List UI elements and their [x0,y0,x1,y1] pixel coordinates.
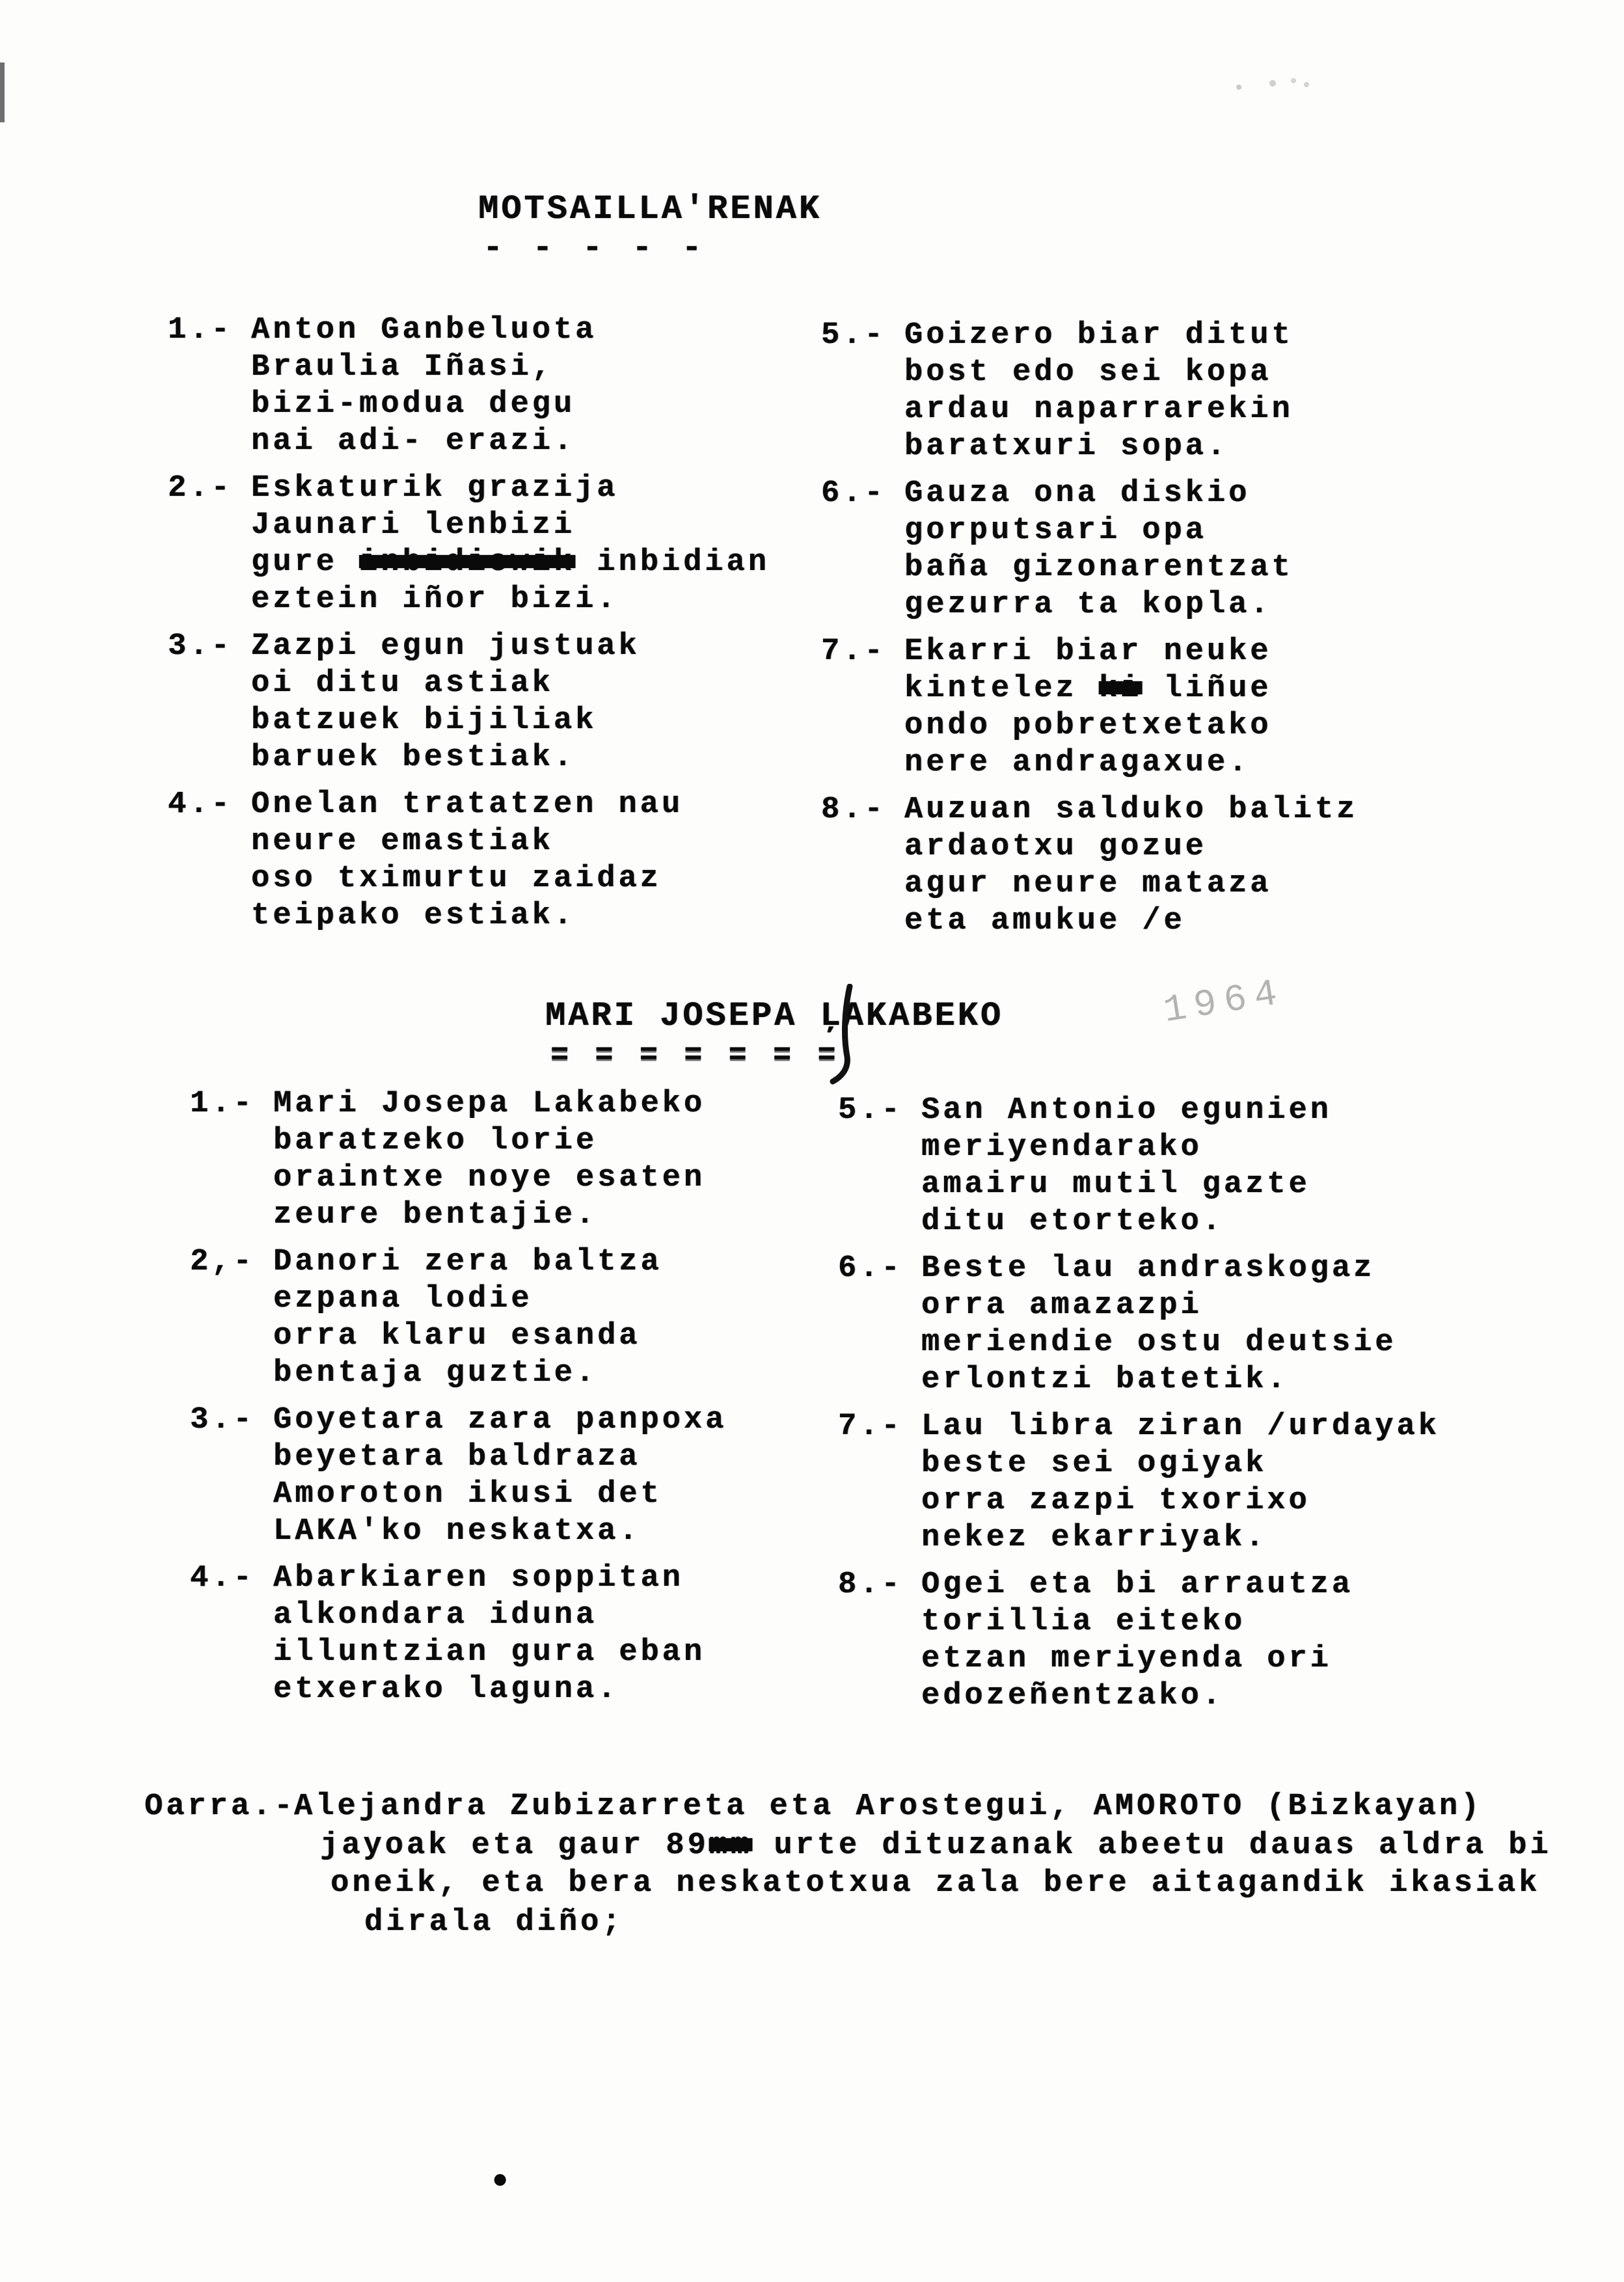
stanza-number: 2.- [168,471,233,506]
section1-right-column [821,317,1358,949]
stanza-line: Abarkiaren soppitan [273,1561,684,1596]
stanza-line: ezpana lodie [273,1282,533,1316]
stanza-lines [921,1566,1353,1715]
footer-note-line-with-strikeout [320,1827,1552,1864]
stanza-lines [273,1243,662,1392]
stanza-line: oraintxe noye esaten [273,1161,706,1195]
stanza-number: 4.- [190,1561,255,1596]
stanza-number: 1.- [168,313,233,347]
stanza-line: torillia eiteko [921,1605,1246,1639]
stanza-line: baratzeko lorie [273,1124,598,1158]
stanza-1 [190,1085,727,1234]
stanza-line: ardau naparrarekin [904,392,1293,427]
stanza-line: oso tximurtu zaidaz [251,862,662,896]
stanza-line: San Antonio egunien [921,1093,1332,1128]
stanza-line: Onelan tratatzen nau [251,787,684,822]
stanza-number: 8.- [838,1568,903,1602]
stanza-lines [921,1250,1397,1398]
stanza-8 [821,791,1358,940]
section1-left-column [168,312,770,944]
stanza-line: etzan meriyenda ori [921,1642,1332,1676]
stanza-line: nere andragaxue. [904,746,1251,780]
stanza-line-with-strikeout [251,544,770,581]
stanza-2 [168,470,770,618]
stanza-line: neure emastiak [251,824,554,859]
stanza-line: teipako estiak. [251,899,576,933]
stanza-7 [838,1408,1440,1556]
stanza-lines [904,791,1358,940]
stanza-number: 7.- [838,1409,903,1444]
stanza-line: orra klaru esanda [273,1319,641,1353]
section2-title: MARI JOSEPA ĻAKABEKO [545,997,1004,1035]
stanza-line: edozeñentzako. [921,1679,1224,1713]
line-segment: urte dituzanak abeetu dauas aldra bi [752,1828,1552,1863]
stanza-line: gezurra ta kopla. [904,588,1272,622]
stanza-lines [251,470,770,618]
stanza-lines [273,1560,705,1708]
stanza-line: beyetara baldraza [273,1440,641,1474]
stanza-line: beste sei ogiyak [921,1447,1267,1481]
stanza-line: Auzuan salduko balitz [904,793,1359,827]
stanza-line: Jaunari lenbizi [251,508,576,543]
section1-title-underline: - - - - - [483,229,707,267]
line-segment: gure [251,545,360,580]
stanza-line: gorputsari opa [904,513,1207,548]
footer-note-line: oneik, eta bera neskatotxua zala bere aitagandik ikasiak [331,1866,1541,1901]
stanza-line-with-strikeout [904,670,1272,707]
stanza-line: ditu etorteko. [921,1204,1224,1239]
footer-note-line: dirala diño; [364,1905,624,1940]
stanza-5 [821,317,1358,465]
crossed-out-word: inbidiewik [359,545,576,580]
stanza-line: Goizero biar ditut [904,318,1293,353]
stanza-number: 6.- [821,476,886,511]
stanza-line: Goyetara zara panpoxa [273,1403,727,1437]
stanza-line: oi ditu astiak [251,666,554,701]
stanza-number: 4.- [168,787,233,822]
crossed-out-text: mm [709,1828,753,1863]
section2-left-column [190,1085,727,1718]
stanza-number: 8.- [821,793,886,827]
stanza-line: illuntzian gura eban [273,1635,706,1670]
stanza-number: 7.- [821,634,886,669]
line-segment: inbidian [575,545,770,580]
stanza-line: bost edo sei kopa [904,355,1272,390]
footer-note-line: Alejandra Zubizarreta eta Arostegui, AMOROTO (Bizkayan) [294,1789,1483,1824]
section2-right-column [838,1092,1440,1724]
stanza-line: zeure bentajie. [273,1198,598,1232]
stanza-8 [838,1566,1440,1715]
stanza-line: meriendie ostu deutsie [921,1325,1397,1360]
scan-artifact-edge-mark [0,62,5,122]
stanza-7 [821,633,1358,781]
stanza-lines [921,1408,1440,1556]
stanza-lines [904,475,1293,623]
stanza-line: ondo pobretxetako [904,709,1272,743]
stanza-line: batzuek bijiliak [251,703,597,738]
line-segment: liñue [1142,672,1272,706]
stanza-line: alkondara iduna [273,1598,598,1633]
stanza-lines [904,317,1293,465]
stanza-line: meriyendarako [921,1130,1202,1165]
stanza-line: bizi-modua degu [251,387,576,422]
page-bottom-bullet: ● [492,2165,509,2196]
stanza-lines [904,633,1272,781]
stanza-line: etxerako laguna. [273,1672,619,1707]
stanza-line: baratxuri sopa. [904,429,1229,464]
stanza-line: baña gizonarentzat [904,550,1293,585]
stanza-line: Zazpi egun justuak [251,629,640,664]
footer-note-label: Oarra.- [144,1789,296,1824]
stanza-line: orra zazpi txorixo [921,1484,1310,1518]
crossed-out-word: ki [1098,672,1143,706]
stanza-number: 3.- [168,629,233,664]
stanza-line: nai adi- erazi. [251,424,576,459]
stanza-number: 6.- [838,1251,903,1286]
stanza-number: 5.- [838,1093,903,1128]
stanza-4 [190,1560,727,1708]
stanza-3 [168,628,770,776]
stanza-lines [273,1402,727,1550]
stanza-line: Lau libra ziran /urdayak [921,1409,1440,1444]
stanza-line: erlontzi batetik. [921,1363,1289,1397]
stanza-6 [838,1250,1440,1398]
stanza-line: nekez ekarriyak. [921,1521,1267,1555]
stanza-line: eta amukue /e [904,904,1185,938]
stanza-line: Danori zera baltza [273,1245,662,1279]
stanza-line: Eskaturik grazija [251,471,619,506]
stanza-line: bentaja guztie. [273,1356,598,1391]
stanza-3 [190,1402,727,1550]
stanza-line: LAKA'ko neskatxa. [273,1514,641,1549]
stanza-line: Braulia Iñasi, [251,350,554,385]
stanza-line: baruek bestiak. [251,740,576,775]
stanza-lines [251,628,640,776]
section1-title: MOTSAILLA'RENAK [478,190,822,228]
stanza-line: Ogei eta bi arrautza [921,1568,1354,1602]
stanza-line: Ekarri biar neuke [904,634,1272,669]
stanza-number: 3.- [190,1403,255,1437]
stanza-line: amairu mutil gazte [921,1167,1310,1202]
stanza-lines [251,312,597,460]
stanza-line: eztein iñor bizi. [251,582,619,617]
stanza-lines [921,1092,1332,1240]
stanza-1 [168,312,770,460]
scan-artifact-specks [1236,73,1321,99]
handwritten-year: 1964 [1161,971,1288,1033]
line-segment: kintelez [904,672,1099,706]
stanza-line: agur neure mataza [904,867,1272,901]
stanza-lines [273,1085,705,1234]
stanza-line: Gauza ona diskio [904,476,1251,511]
stanza-6 [821,475,1358,623]
line-segment: jayoak eta gaur 89 [320,1828,709,1863]
stanza-number: 2,- [190,1245,255,1279]
stanza-4 [168,786,770,934]
stanza-line: Amoroton ikusi det [273,1477,662,1512]
stanza-line: orra amazazpi [921,1288,1202,1323]
stanza-number: 1.- [190,1087,255,1121]
stanza-line: ardaotxu gozue [904,830,1207,864]
stanza-5 [838,1092,1440,1240]
stanza-lines [251,786,683,934]
stanza-line: Anton Ganbeluota [251,313,597,347]
stanza-2 [190,1243,727,1392]
stanza-line: Beste lau andraskogaz [921,1251,1375,1286]
section2-title-underline: = = = = = = = [550,1039,840,1073]
stanza-line: Mari Josepa Lakabeko [273,1087,706,1121]
stanza-number: 5.- [821,318,886,353]
